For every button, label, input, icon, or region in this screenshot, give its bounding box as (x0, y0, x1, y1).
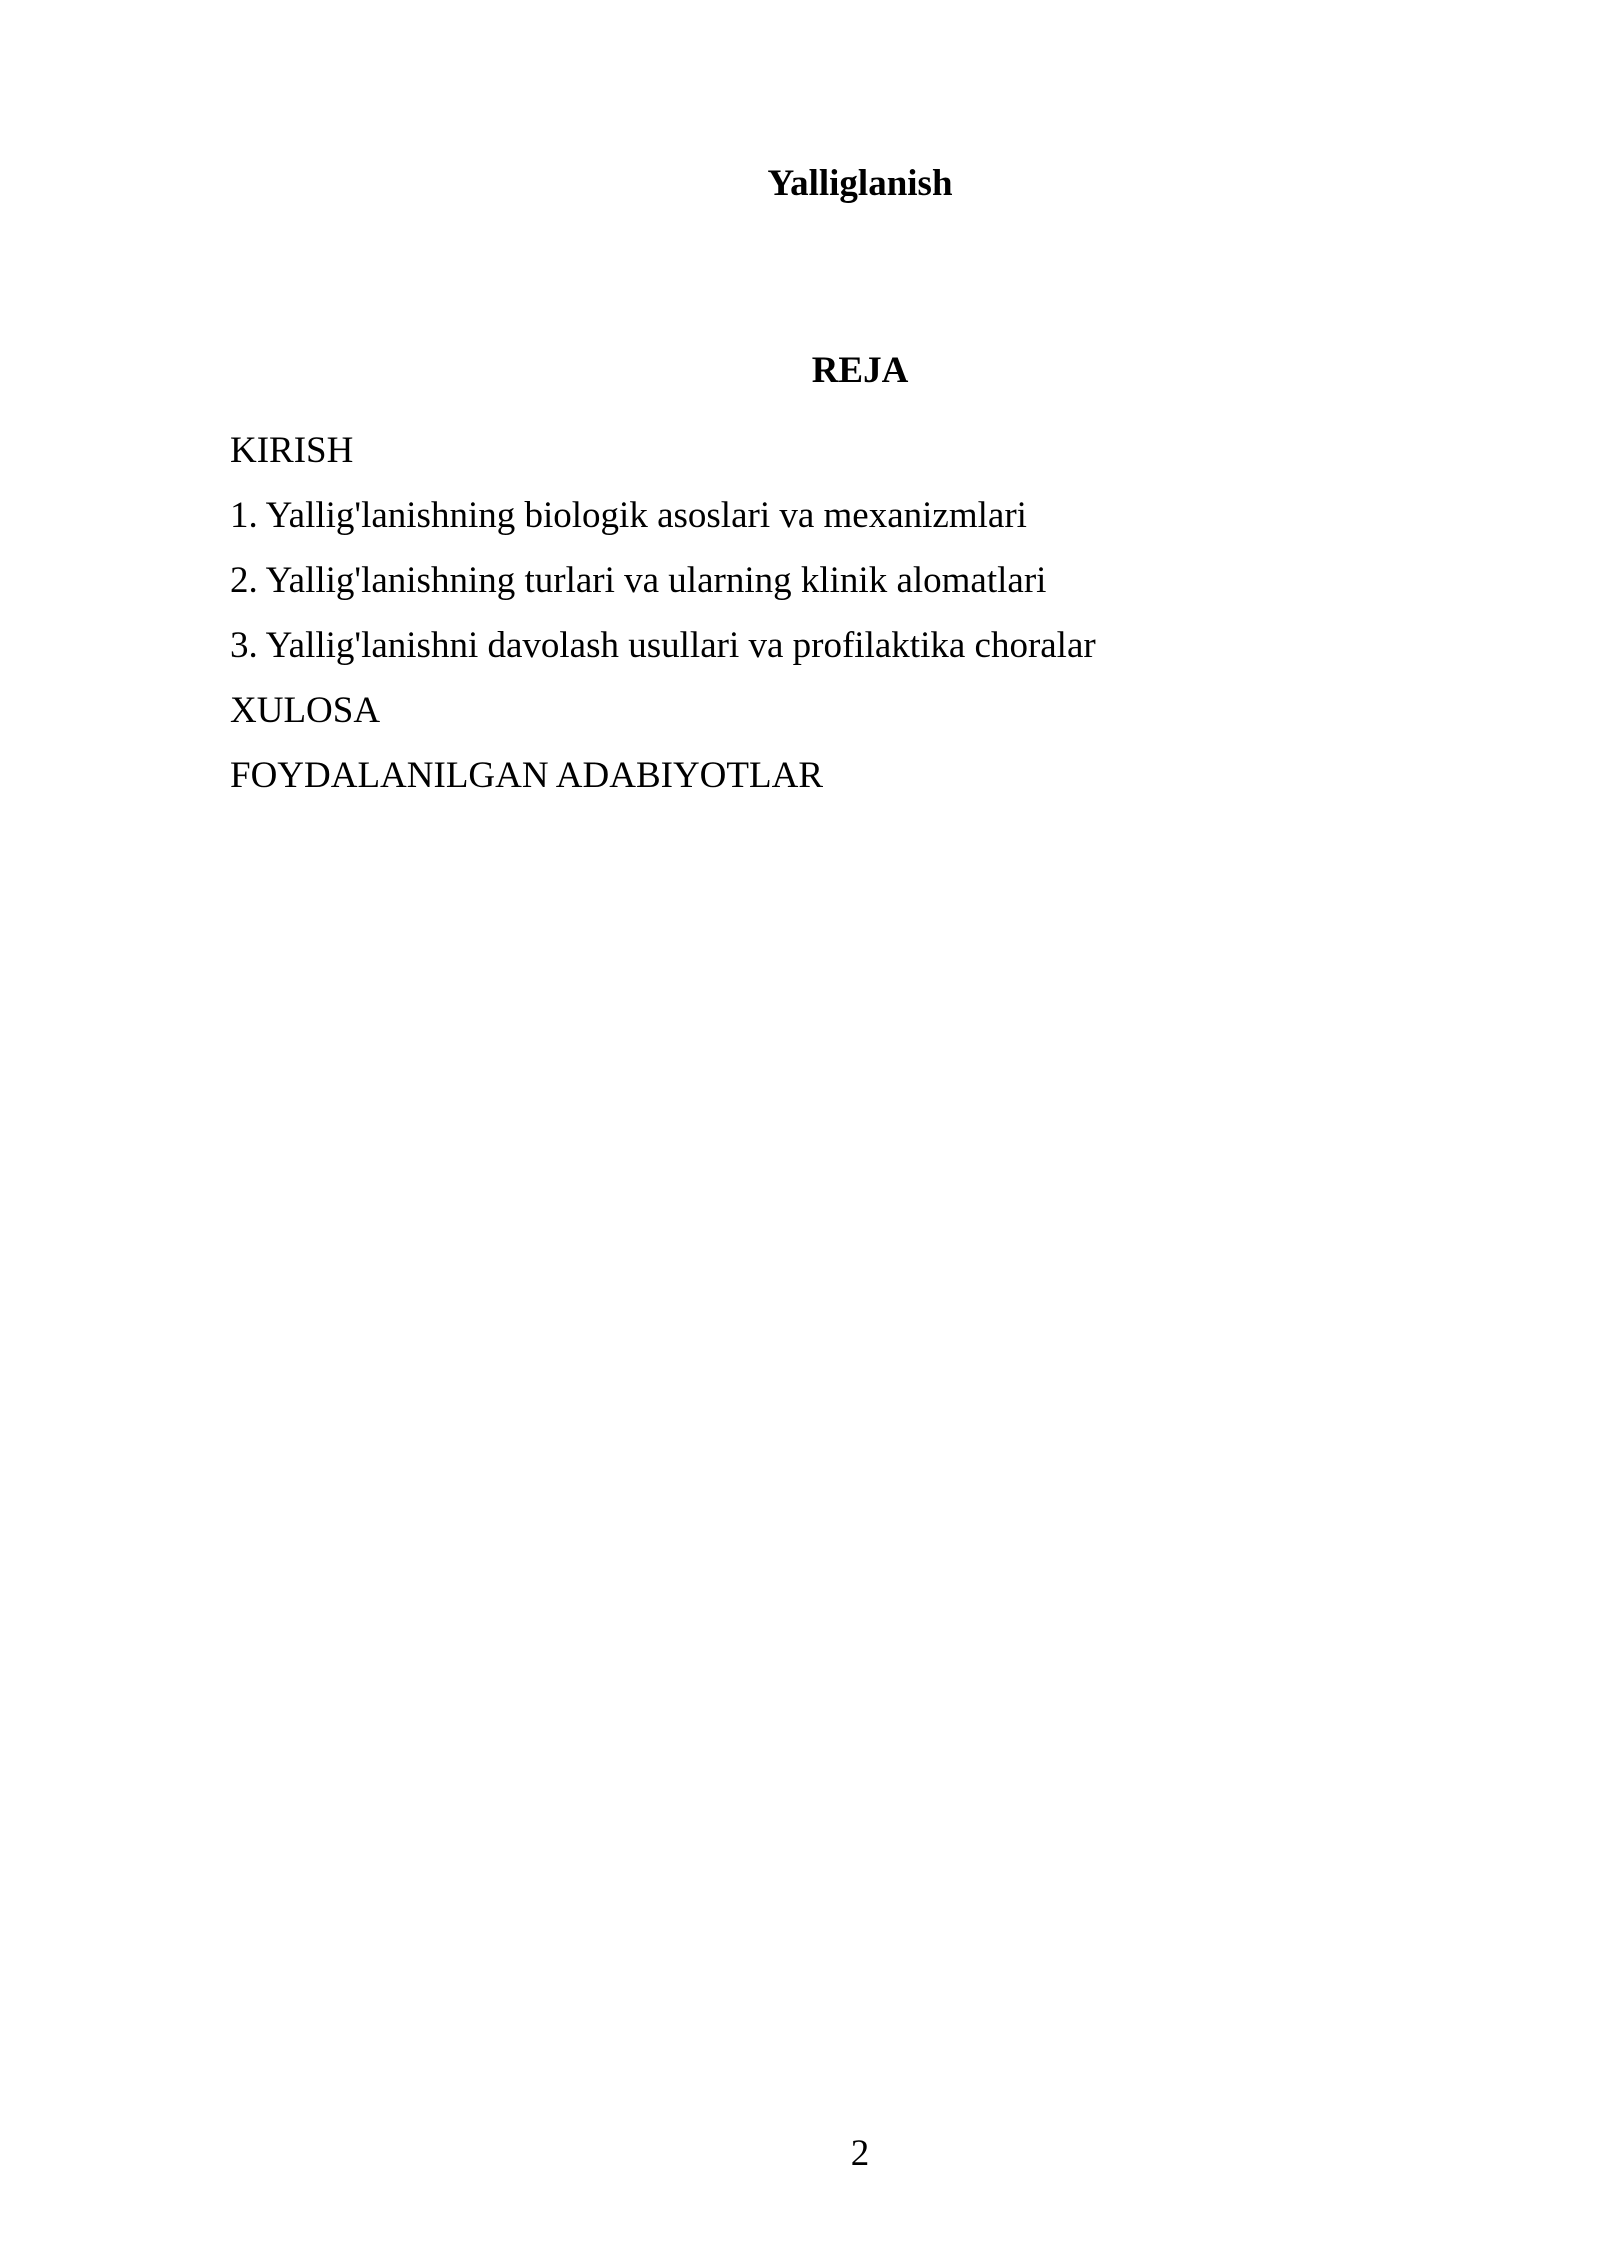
plan-item-1: 1. Yallig'lanishning biologik asoslari va mexanizmlari (230, 495, 1027, 536)
plan-item-references: FOYDALANILGAN ADABIYOTLAR (230, 755, 823, 796)
plan-item-introduction: KIRISH (230, 430, 354, 471)
page-number: 2 (850, 2133, 870, 2174)
plan-item-3: 3. Yallig'lanishni davolash usullari va profilaktika choralar (230, 625, 1096, 666)
document-title: Yalliglanish (767, 163, 953, 204)
plan-item-2: 2. Yallig'lanishning turlari va ularning klinik alomatlari (230, 560, 1047, 601)
plan-heading: REJA (811, 350, 909, 391)
plan-list (230, 418, 1096, 808)
plan-item-conclusion: XULOSA (230, 690, 381, 731)
